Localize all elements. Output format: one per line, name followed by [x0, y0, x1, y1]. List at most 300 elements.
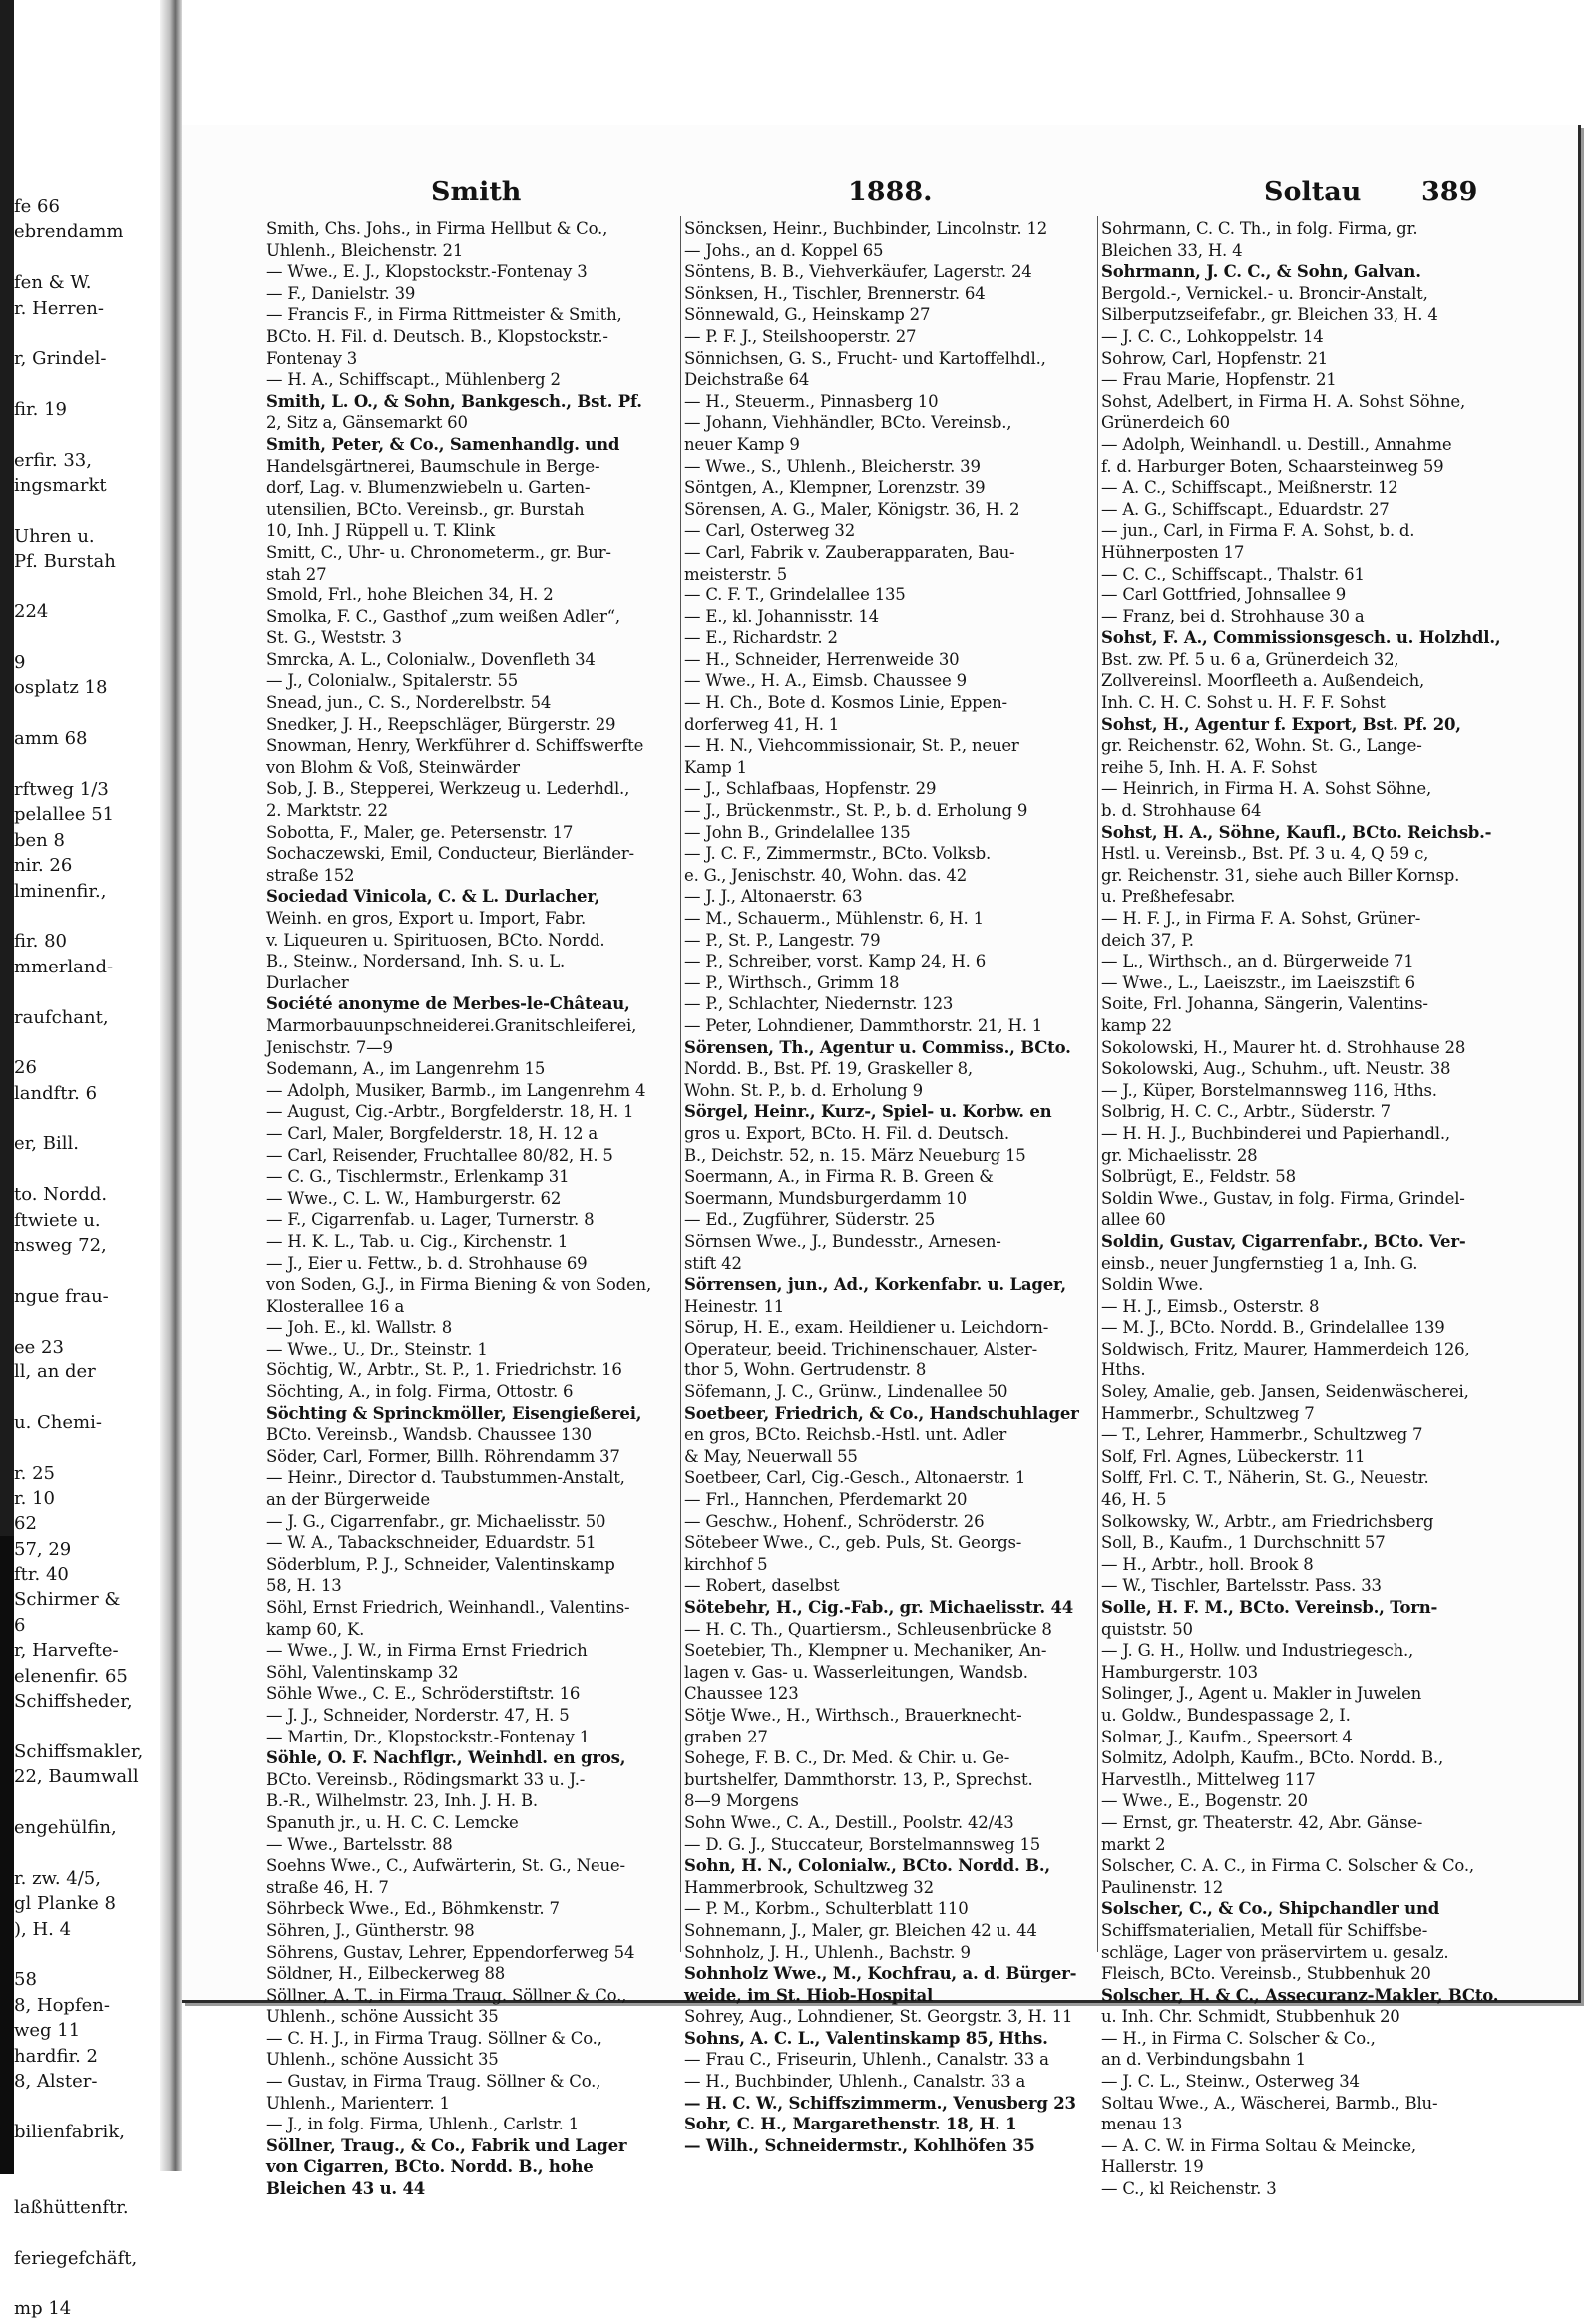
directory-line: Hstl. u. Vereinsb., Bst. Pf. 3 u. 4, Q 59 c,: [1101, 844, 1429, 864]
directory-line: Uhlenh., schöne Aussicht 35: [266, 2007, 499, 2027]
directory-line: Söhle, O. F. Nachflgr., Weinhdl. en gros,: [266, 1748, 626, 1768]
left-page-line: [14, 245, 160, 270]
directory-line: Hammerbr., Schultzweg 7: [1101, 1403, 1315, 1423]
directory-line: Solscher, C., & Co., Shipchandler und: [1101, 1899, 1440, 1919]
directory-line: — Martin, Dr., Klopstockstr.-Fontenay 1: [266, 1727, 591, 1746]
left-page-line: nsweg 72,: [14, 1235, 107, 1257]
directory-line: Snedker, J. H., Reepschläger, Bürgerstr. 29: [266, 714, 616, 734]
directory-line: Sokolowski, Aug., Schuhm., uft. Neustr. 38: [1101, 1059, 1451, 1079]
directory-line: stift 42: [684, 1253, 742, 1273]
directory-line: — Johs., an d. Koppel 65: [684, 240, 884, 260]
directory-line: gros u. Export, BCto. H. Fil. d. Deutsch.: [684, 1123, 1009, 1143]
directory-line: Sodemann, A., im Langenrehm 15: [266, 1059, 546, 1079]
directory-line: — Peter, Lohndiener, Dammthorstr. 21, H. 1: [684, 1015, 1043, 1035]
directory-line: BCto. H. Fil. d. Deutsch. B., Klopstockstr.-: [266, 326, 608, 346]
directory-line: Söhrens, Gustav, Lehrer, Eppendorferweg 54: [266, 1942, 635, 1962]
directory-line: — jun., Carl, in Firma F. A. Sohst, b. d.: [1101, 521, 1415, 541]
directory-line: Sörnsen Wwe., J., Bundesstr., Arnesen-: [684, 1231, 1001, 1251]
directory-line: u. Preßhefesabr.: [1101, 887, 1236, 907]
left-page-line: to. Nordd.: [14, 1184, 108, 1206]
directory-line: lagen v. Gas- u. Wasserleitungen, Wandsb.: [684, 1662, 1028, 1682]
left-page-line: [14, 1942, 160, 1967]
directory-line: Fleisch, BCto. Vereinsb., Stubbenhuk 20: [1101, 1964, 1431, 1984]
directory-line: Sohr, C. H., Margarethenstr. 18, H. 1: [684, 2115, 1017, 2134]
directory-line: u. Goldw., Bundespassage 2, I.: [1101, 1705, 1351, 1725]
left-page-line: Schirmer &: [14, 1589, 121, 1611]
directory-line: — F., Cigarrenfab. u. Lager, Turnerstr. 8: [266, 1210, 595, 1230]
directory-line: utensilien, BCto. Vereinsb., gr. Burstah: [266, 499, 585, 519]
left-page-line: r. zw. 4/5,: [14, 1867, 101, 1889]
left-page-line: 22, Baumwall: [14, 1766, 139, 1788]
directory-line: — Frl., Hannchen, Pferdemarkt 20: [684, 1490, 968, 1510]
left-page-line: landftr. 6: [14, 1082, 98, 1104]
directory-line: Solscher, C. A. C., in Firma C. Solscher & Co.,: [1101, 1856, 1474, 1876]
directory-line: — P., St. P., Langestr. 79: [684, 930, 881, 950]
left-page-line: fir. 80: [14, 931, 67, 953]
directory-line: einsb., neuer Jungfernstieg 1 a, Inh. G.: [1101, 1253, 1418, 1273]
directory-line: — Carl, Fabrik v. Zauberapparaten, Bau-: [684, 542, 1015, 562]
left-page-line: r, Grindel-: [14, 348, 107, 370]
directory-line: — Ed., Zugführer, Süderstr. 25: [684, 1210, 936, 1230]
directory-line: Bst. zw. Pf. 5 u. 6 a, Grünerdeich 32,: [1101, 649, 1399, 669]
left-page-line: [14, 752, 160, 777]
directory-line: Söhl, Ernst Friedrich, Weinhandl., Valentins-: [266, 1598, 630, 1617]
directory-line: Solmitz, Adolph, Kaufm., BCto. Nordd. B.,: [1101, 1748, 1444, 1768]
directory-line: neuer Kamp 9: [684, 434, 800, 454]
directory-line: Söchting & Sprinckmöller, Eisengießerei,: [266, 1403, 642, 1423]
left-page-line: [14, 1840, 160, 1865]
directory-line: — H. F. J., in Firma F. A. Sohst, Grüner-: [1101, 909, 1421, 928]
left-page-line: 57, 29: [14, 1538, 72, 1560]
directory-line: — Wwe., S., Uhlenh., Bleicherstr. 39: [684, 456, 981, 476]
directory-line: — Franz, bei d. Strohhause 30 a: [1101, 606, 1365, 626]
directory-line: Sochaczewski, Emil, Conducteur, Bierländer-: [266, 844, 634, 864]
directory-line: Soldin Wwe.: [1101, 1275, 1204, 1295]
directory-line: — E., Richardstr. 2: [684, 628, 838, 648]
directory-line: — W. A., Tabackschneider, Eduardstr. 51: [266, 1533, 597, 1553]
directory-line: — C. C., Schiffscapt., Thalstr. 61: [1101, 564, 1365, 583]
directory-line: burtshelfer, Dammthorstr. 13, P., Sprechst.: [684, 1769, 1033, 1789]
left-page-line: mmerland-: [14, 956, 114, 977]
left-page-line: [14, 904, 160, 929]
directory-line: Söldner, H., Eilbeckerweg 88: [266, 1964, 506, 1984]
directory-line: Sohrmann, J. C. C., & Sohn, Galvan.: [1101, 262, 1421, 282]
directory-line: Smith, Peter, & Co., Samenhandlg. und: [266, 434, 620, 454]
directory-line: Uhlenh., Bleichenstr. 21: [266, 240, 464, 260]
directory-line: Sohnemann, J., Maler, gr. Bleichen 42 u. 44: [684, 1920, 1037, 1940]
directory-line: Soehns Wwe., C., Aufwärterin, St. G., Neue-: [266, 1856, 625, 1876]
left-page-line: r. 25: [14, 1462, 55, 1484]
directory-line: Soetbeer, Friedrich, & Co., Handschuhlager: [684, 1403, 1079, 1423]
directory-line: 2. Marktstr. 22: [266, 801, 388, 821]
directory-line: Soltau Wwe., A., Wäscherei, Barmb., Blu-: [1101, 2093, 1438, 2113]
left-page-line: [14, 1384, 160, 1409]
left-page-line: r. Herren-: [14, 297, 104, 319]
directory-line: Hths.: [1101, 1360, 1146, 1380]
directory-line: Sohst, F. A., Commissionsgesch. u. Holzhdl.,: [1101, 628, 1501, 648]
left-page-line: ingsmarkt: [14, 475, 107, 497]
directory-line: — Frau Marie, Hopfenstr. 21: [1101, 370, 1337, 390]
directory-line: Heinestr. 11: [684, 1296, 785, 1316]
directory-line: Solle, H. F. M., BCto. Vereinsb., Torn-: [1101, 1598, 1438, 1617]
directory-line: — H., Buchbinder, Uhlenh., Canalstr. 33 a: [684, 2072, 1026, 2092]
directory-line: gr. Michaelisstr. 28: [1101, 1145, 1258, 1165]
directory-line: 46, H. 5: [1101, 1490, 1167, 1510]
directory-line: Uhlenh., schöne Aussicht 35: [266, 2050, 499, 2070]
directory-line: Uhlenh., Marienterr. 1: [266, 2093, 450, 2113]
left-page-line: ), H. 4: [14, 1918, 72, 1940]
left-page-line: [14, 2220, 160, 2245]
directory-line: Söchting, A., in folg. Firma, Ottostr. 6: [266, 1382, 574, 1402]
directory-line: BCto. Vereinsb., Wandsb. Chaussee 130: [266, 1425, 592, 1445]
directory-line: Solbrig, H. C. C., Arbtr., Süderstr. 7: [1101, 1102, 1391, 1122]
directory-line: — Carl, Maler, Borgfelderstr. 18, H. 12 a: [266, 1123, 598, 1143]
directory-line: Solscher, H. & C., Assecuranz-Makler, BCto.: [1101, 1985, 1499, 2005]
directory-line: Grünerdeich 60: [1101, 413, 1230, 433]
directory-line: — C. G., Tischlermstr., Erlenkamp 31: [266, 1167, 570, 1187]
directory-line: & May, Neuerwall 55: [684, 1446, 858, 1466]
directory-line: Klosterallee 16 a: [266, 1296, 405, 1316]
directory-line: — P. F. J., Steilshooperstr. 27: [684, 326, 917, 346]
directory-line: — Wwe., E., Bogenstr. 20: [1101, 1791, 1308, 1811]
directory-line: — J. J., Altonaerstr. 63: [684, 887, 863, 907]
directory-line: Söfemann, J. C., Grünw., Lindenallee 50: [684, 1382, 1008, 1402]
left-page-line: [14, 1790, 160, 1815]
directory-line: — H., in Firma C. Solscher & Co.,: [1101, 2028, 1376, 2048]
directory-line: meisterstr. 5: [684, 564, 787, 583]
directory-line: an der Bürgerweide: [266, 1490, 430, 1510]
left-page-line: [14, 2169, 160, 2194]
directory-line: Söhl, Valentinskamp 32: [266, 1662, 459, 1682]
directory-line: Wohn. St. P., b. d. Erholung 9: [684, 1080, 923, 1100]
directory-line: Soetebier, Th., Klempner u. Mechaniker, An-: [684, 1641, 1047, 1661]
directory-line: graben 27: [684, 1727, 768, 1746]
directory-line: deich 37, P.: [1101, 930, 1194, 950]
left-page-line: ngue frau-: [14, 1285, 109, 1307]
directory-line: — P. M., Korbm., Schulterblatt 110: [684, 1899, 969, 1919]
directory-line: — Wwe., L., Laeiszstr., im Laeiszstift 6: [1101, 972, 1415, 992]
left-page-line: [14, 701, 160, 726]
left-page-line: gl Planke 8: [14, 1893, 116, 1915]
directory-line: — John B., Grindelallee 135: [684, 822, 911, 842]
directory-line: Paulinenstr. 12: [1101, 1877, 1224, 1897]
directory-line: schläge, Lager von präservirtem u. gesalz.: [1101, 1942, 1449, 1962]
left-page-line: 62: [14, 1513, 37, 1535]
directory-line: Sönksen, H., Tischler, Brennerstr. 64: [684, 283, 986, 303]
left-page-line: [14, 2144, 160, 2169]
directory-line: — Joh. E., kl. Wallstr. 8: [266, 1318, 453, 1338]
directory-line: Sohns, A. C. L., Valentinskamp 85, Hths.: [684, 2028, 1048, 2048]
directory-line: — J. G., Cigarrenfabr., gr. Michaelisstr. 50: [266, 1511, 606, 1531]
directory-line: Harvestlh., Mittelweg 117: [1101, 1769, 1316, 1789]
left-page-line: fir. 19: [14, 399, 67, 421]
directory-line: — J., Brückenmstr., St. P., b. d. Erholung 9: [684, 801, 1028, 821]
directory-line: reihe 5, Inh. H. A. F. Sohst: [1101, 757, 1317, 777]
directory-line: kamp 60, K.: [266, 1619, 365, 1639]
directory-line: — A. C. W. in Firma Soltau & Meincke,: [1101, 2135, 1416, 2155]
left-page-line: lminenfir.,: [14, 880, 107, 902]
directory-line: — Adolph, Weinhandl. u. Destill., Annahme: [1101, 434, 1452, 454]
header-year: 1888.: [848, 177, 933, 207]
directory-line: straße 152: [266, 865, 355, 885]
directory-line: — D. G. J., Stuccateur, Borstelmannsweg 15: [684, 1834, 1041, 1854]
directory-line: Sörensen, Th., Agentur u. Commiss., BCto.: [684, 1037, 1071, 1057]
directory-line: Durlacher: [266, 972, 349, 992]
directory-line: — H. H. J., Buchbinderei und Papierhandl.,: [1101, 1123, 1450, 1143]
directory-line: — H., Arbtr., holl. Brook 8: [1101, 1554, 1314, 1574]
directory-line: Snowman, Henry, Werkführer d. Schiffswerfte: [266, 736, 644, 756]
header-first-entry: Smith: [431, 177, 522, 207]
directory-line: — H. K. L., Tab. u. Cig., Kirchenstr. 1: [266, 1231, 569, 1251]
directory-line: Solinger, J., Agent u. Makler in Juwelen: [1101, 1684, 1422, 1704]
directory-line: — T., Lehrer, Hammerbr., Schultzweg 7: [1101, 1425, 1423, 1445]
running-header: [182, 177, 1578, 216]
left-page-line: ebrendamm: [14, 221, 124, 243]
directory-line: Spanuth jr., u. H. C. C. Lemcke: [266, 1812, 519, 1832]
directory-line: Soldin Wwe., Gustav, in folg. Firma, Grindel-: [1101, 1188, 1465, 1208]
directory-line: Operateur, beeid. Trichinenschauer, Alster-: [684, 1339, 1037, 1358]
left-page-line: 8, Alster-: [14, 2070, 98, 2092]
directory-line: — J. J., Schneider, Norderstr. 47, H. 5: [266, 1705, 570, 1725]
column-divider: [680, 216, 681, 1952]
directory-line: — J., Schlafbaas, Hopfenstr. 29: [684, 779, 937, 799]
left-page-line: [14, 423, 160, 448]
directory-line: Sohnholz, J. H., Uhlenh., Bachstr. 9: [684, 1942, 971, 1962]
directory-line: — L., Wirthsch., an d. Bürgerweide 71: [1101, 952, 1414, 971]
directory-line: — P., Wirthsch., Grimm 18: [684, 972, 900, 992]
directory-line: Marmorbauunpschneiderei.Granitschleiferei,: [266, 1015, 637, 1035]
left-page-line: Schiffsheder,: [14, 1691, 133, 1713]
directory-line: — Robert, daselbst: [684, 1576, 840, 1596]
left-page-line: 9: [14, 652, 26, 674]
directory-line: Söhren, J., Güntherstr. 98: [266, 1920, 475, 1940]
directory-line: Söntgen, A., Klempner, Lorenzstr. 39: [684, 478, 986, 498]
left-page-line: hardfir. 2: [14, 2045, 98, 2067]
left-page-line: u. Chemi-: [14, 1411, 102, 1433]
directory-line: Sohst, H., Agentur f. Export, Bst. Pf. 20,: [1101, 714, 1461, 734]
directory-line: — Wilh., Schneidermstr., Kohlhöfen 35: [684, 2135, 1035, 2155]
directory-line: — H. C. W., Schiffszimmerm., Venusberg 23: [684, 2093, 1076, 2113]
directory-line: Soetbeer, Carl, Cig.-Gesch., Altonaerstr. 1: [684, 1468, 1026, 1488]
left-page-line: [14, 1435, 160, 1460]
directory-line: Deichstraße 64: [684, 370, 810, 390]
directory-line: St. G., Weststr. 3: [266, 628, 402, 648]
directory-line: e. G., Jenischstr. 40, Wohn. das. 42: [684, 865, 968, 885]
directory-line: von Soden, G.J., in Firma Biening & von Soden,: [266, 1275, 652, 1295]
left-page-line: engehülfin,: [14, 1817, 117, 1838]
directory-page: [182, 125, 1581, 2199]
directory-line: Nordd. B., Bst. Pf. 19, Graskeller 8,: [684, 1059, 973, 1079]
directory-line: Bleichen 33, H. 4: [1101, 240, 1243, 260]
left-page-line: fe 66: [14, 196, 60, 217]
directory-line: f. d. Harburger Boten, Schaarsteinweg 59: [1101, 456, 1444, 476]
directory-line: — A. G., Schiffscapt., Eduardstr. 27: [1101, 499, 1390, 519]
left-page-line: [14, 499, 160, 524]
directory-line: gr. Reichenstr. 31, siehe auch Biller Kornsp.: [1101, 865, 1460, 885]
directory-line: thor 5, Wohn. Gertrudenstr. 8: [684, 1360, 927, 1380]
left-page-line: [14, 1030, 160, 1055]
directory-line: Bleichen 43 u. 44: [266, 2179, 426, 2199]
directory-line: Sohege, F. B. C., Dr. Med. & Chir. u. Ge-: [684, 1748, 1010, 1768]
left-page-line: amm 68: [14, 728, 88, 750]
directory-line: Smolka, F. C., Gasthof „zum weißen Adler“,: [266, 606, 620, 626]
directory-line: — H. C. Th., Quartiersm., Schleusenbrücke 8: [684, 1619, 1052, 1639]
directory-line: weide, im St. Hiob-Hospital: [684, 1985, 934, 2005]
directory-line: — M. J., BCto. Nordd. B., Grindelallee 139: [1101, 1318, 1445, 1338]
directory-line: — F., Danielstr. 39: [266, 283, 416, 303]
directory-line: Soermann, Mundsburgerdamm 10: [684, 1188, 967, 1208]
directory-line: — August, Cig.-Arbtr., Borgfelderstr. 18, H. 1: [266, 1102, 634, 1122]
directory-line: — J., Colonialw., Spitalerstr. 55: [266, 671, 519, 691]
left-page-line: ee 23: [14, 1336, 64, 1357]
left-page-line: feriegefchäft,: [14, 2247, 138, 2269]
directory-line: — Carl, Osterweg 32: [684, 521, 856, 541]
directory-line: Société anonyme de Merbes-le-Château,: [266, 994, 630, 1014]
directory-line: — P., Schlachter, Niedernstr. 123: [684, 994, 954, 1014]
directory-line: Sob, J. B., Stepperei, Werkzeug u. Lederhdl.,: [266, 779, 630, 799]
header-last-entry: Soltau: [1264, 177, 1362, 207]
directory-line: — J. C. F., Zimmermstr., BCto. Volksb.: [684, 844, 992, 864]
directory-line: Sötebeer Wwe., C., geb. Puls, St. Georgs-: [684, 1533, 1022, 1553]
column-1: [266, 218, 675, 2199]
directory-line: Zollvereinsl. Moorfleeth a. Außendeich,: [1101, 671, 1425, 691]
directory-line: — Wwe., E. J., Klopstockstr.-Fontenay 3: [266, 262, 588, 282]
directory-line: Kamp 1: [684, 757, 747, 777]
directory-line: — Carl, Reisender, Fruchtallee 80/82, H. 5: [266, 1145, 613, 1165]
directory-line: Solff, Frl. C. T., Näherin, St. G., Neuestr.: [1101, 1468, 1429, 1488]
directory-line: — H. J., Eimsb., Osterstr. 8: [1101, 1296, 1320, 1316]
directory-line: Jenischstr. 7—9: [266, 1037, 393, 1057]
left-page-fragment: [14, 194, 160, 2320]
directory-line: Söhle Wwe., C. E., Schröderstiftstr. 16: [266, 1684, 581, 1704]
left-page-line: r, Harvefte-: [14, 1640, 119, 1662]
directory-line: — A. C., Schiffscapt., Meißnerstr. 12: [1101, 478, 1398, 498]
directory-line: Fontenay 3: [266, 348, 358, 368]
left-page-line: [14, 979, 160, 1004]
directory-line: b. d. Strohhause 64: [1101, 801, 1262, 821]
left-page-line: fen & W.: [14, 272, 92, 294]
left-page-line: r. 10: [14, 1487, 55, 1509]
left-page-line: bilienfabrik,: [14, 2121, 125, 2142]
directory-line: Weinh. en gros, Export u. Import, Fabr.: [266, 909, 587, 928]
directory-line: Smrcka, A. L., Colonialw., Dovenfleth 34: [266, 649, 596, 669]
directory-line: Snead, jun., C. S., Norderelbstr. 54: [266, 693, 552, 713]
directory-line: Soldwisch, Fritz, Maurer, Hammerdeich 126,: [1101, 1339, 1470, 1358]
directory-line: Sociedad Vinicola, C. & L. Durlacher,: [266, 887, 600, 907]
directory-line: Solf, Frl. Agnes, Lübeckerstr. 11: [1101, 1446, 1366, 1466]
directory-line: Sohrow, Carl, Hopfenstr. 21: [1101, 348, 1329, 368]
left-page-line: [14, 321, 160, 346]
left-page-line: osplatz 18: [14, 677, 108, 699]
left-page-line: [14, 1309, 160, 1334]
directory-line: en gros, BCto. Reichsb.-Hstl. unt. Adler: [684, 1425, 1007, 1445]
directory-line: Sohn, H. N., Colonialw., BCto. Nordd. B.,: [684, 1856, 1050, 1876]
page-number: 389: [1421, 177, 1478, 207]
directory-line: — M., Schauerm., Mühlenstr. 6, H. 1: [684, 909, 984, 928]
directory-line: — Heinrich, in Firma H. A. Sohst Söhne,: [1101, 779, 1432, 799]
directory-line: — H. A., Schiffscapt., Mühlenberg 2: [266, 370, 561, 390]
directory-line: Söhrbeck Wwe., Ed., Böhmkenstr. 7: [266, 1899, 560, 1919]
directory-line: — J., in folg. Firma, Uhlenh., Carlstr. 1: [266, 2115, 580, 2134]
directory-line: v. Liqueuren u. Spirituosen, BCto. Nordd.: [266, 930, 605, 950]
directory-line: Söncksen, Heinr., Buchbinder, Lincolnstr. 12: [684, 219, 1048, 238]
directory-line: Chaussee 123: [684, 1684, 799, 1704]
directory-line: an d. Verbindungsbahn 1: [1101, 2050, 1306, 2070]
left-page-line: ben 8: [14, 829, 65, 851]
left-page-line: Pf. Burstah: [14, 551, 116, 573]
directory-line: Silberputzseifefabr., gr. Bleichen 33, H. 4: [1101, 305, 1438, 325]
directory-line: Sobotta, F., Maler, ge. Petersenstr. 17: [266, 822, 574, 842]
left-page-line: Uhren u.: [14, 526, 95, 548]
directory-line: — Wwe., Bartelsstr. 88: [266, 1834, 453, 1854]
left-page-line: rftweg 1/3: [14, 778, 109, 800]
directory-line: Hammerbrook, Schultzweg 32: [684, 1877, 934, 1897]
directory-line: B., Deichstr. 52, n. 15. März Neueburg 15: [684, 1145, 1026, 1165]
directory-line: Soley, Amalie, geb. Jansen, Seidenwäscherei,: [1101, 1382, 1469, 1402]
directory-line: Soermann, A., in Firma R. B. Green &: [684, 1167, 994, 1187]
directory-line: menau 13: [1101, 2115, 1183, 2134]
left-page-line: 224: [14, 601, 49, 623]
left-page-line: 26: [14, 1057, 37, 1079]
directory-line: Smith, L. O., & Sohn, Bankgesch., Bst. Pf.: [266, 391, 642, 411]
left-page-line: er, Bill.: [14, 1133, 79, 1155]
directory-line: gr. Reichenstr. 62, Wohn. St. G., Lange-: [1101, 736, 1422, 756]
directory-line: — C., kl Reichenstr. 3: [1101, 2179, 1277, 2199]
directory-line: — H., Steuerm., Pinnasberg 10: [684, 391, 939, 411]
directory-line: Hühnerposten 17: [1101, 542, 1245, 562]
directory-line: B.-R., Wilhelmstr. 23, Inh. J. H. B.: [266, 1791, 538, 1811]
directory-line: Sohst, Adelbert, in Firma H. A. Sohst Söhne,: [1101, 391, 1465, 411]
directory-line: — E., kl. Johannisstr. 14: [684, 606, 879, 626]
left-page-line: [14, 1157, 160, 1182]
directory-line: Sokolowski, H., Maurer ht. d. Strohhause 28: [1101, 1037, 1466, 1057]
directory-line: Sohnholz Wwe., M., Kochfrau, a. d. Bürger-: [684, 1964, 1077, 1984]
binding-band: [0, 1536, 14, 2174]
directory-line: Sohrmann, C. C. Th., in folg. Firma, gr.: [1101, 219, 1418, 238]
left-page-line: raufchant,: [14, 1006, 109, 1028]
directory-line: Sörup, H. E., exam. Heildiener u. Leichdorn-: [684, 1318, 1049, 1338]
directory-line: Soldin, Gustav, Cigarrenfabr., BCto. Ver-: [1101, 1231, 1466, 1251]
directory-line: — Wwe., U., Dr., Steinstr. 1: [266, 1339, 488, 1358]
directory-line: — H. N., Viehcommissionair, St. P., neuer: [684, 736, 1019, 756]
left-page-line: [14, 1258, 160, 1283]
directory-line: Söder, Carl, Former, Billh. Röhrendamm 37: [266, 1446, 620, 1466]
directory-line: dorferweg 41, H. 1: [684, 714, 840, 734]
left-page-line: [14, 1106, 160, 1131]
left-page-line: ftwiete u.: [14, 1209, 101, 1231]
directory-line: — C. F. T., Grindelallee 135: [684, 585, 906, 605]
directory-line: Smith, Chs. Johs., in Firma Hellbut & Co.,: [266, 219, 608, 238]
left-page-line: elenenfir. 65: [14, 1665, 128, 1687]
directory-line: u. Inh. Chr. Schmidt, Stubbenhuk 20: [1101, 2007, 1400, 2027]
directory-line: — Heinr., Director d. Taubstummen-Anstalt,: [266, 1468, 625, 1488]
directory-line: Sörrensen, jun., Ad., Korkenfabr. u. Lager,: [684, 1275, 1066, 1295]
directory-line: straße 46, H. 7: [266, 1877, 389, 1897]
directory-line: Inh. C. H. C. Sohst u. H. F. F. Sohst: [1101, 693, 1386, 713]
directory-line: von Cigarren, BCto. Nordd. B., hohe: [266, 2157, 594, 2177]
directory-line: allee 60: [1101, 1210, 1166, 1230]
directory-line: Solmar, J., Kaufm., Speersort 4: [1101, 1727, 1353, 1746]
directory-line: Söllner, Traug., & Co., Fabrik und Lager: [266, 2135, 627, 2155]
column-divider: [1097, 216, 1098, 1952]
page-fold: [160, 0, 182, 2171]
directory-line: — J., Eier u. Fettw., b. d. Strohhause 69: [266, 1253, 588, 1273]
directory-line: — Wwe., H. A., Eimsb. Chaussee 9: [684, 671, 967, 691]
directory-line: — W., Tischler, Bartelsstr. Pass. 33: [1101, 1576, 1382, 1596]
directory-line: Sönnichsen, G. S., Frucht- und Kartoffelhdl.,: [684, 348, 1046, 368]
directory-line: Smold, Frl., hohe Bleichen 34, H. 2: [266, 585, 554, 605]
directory-line: Söllner, A. T., in Firma Traug. Söllner & Co.,: [266, 1985, 627, 2005]
